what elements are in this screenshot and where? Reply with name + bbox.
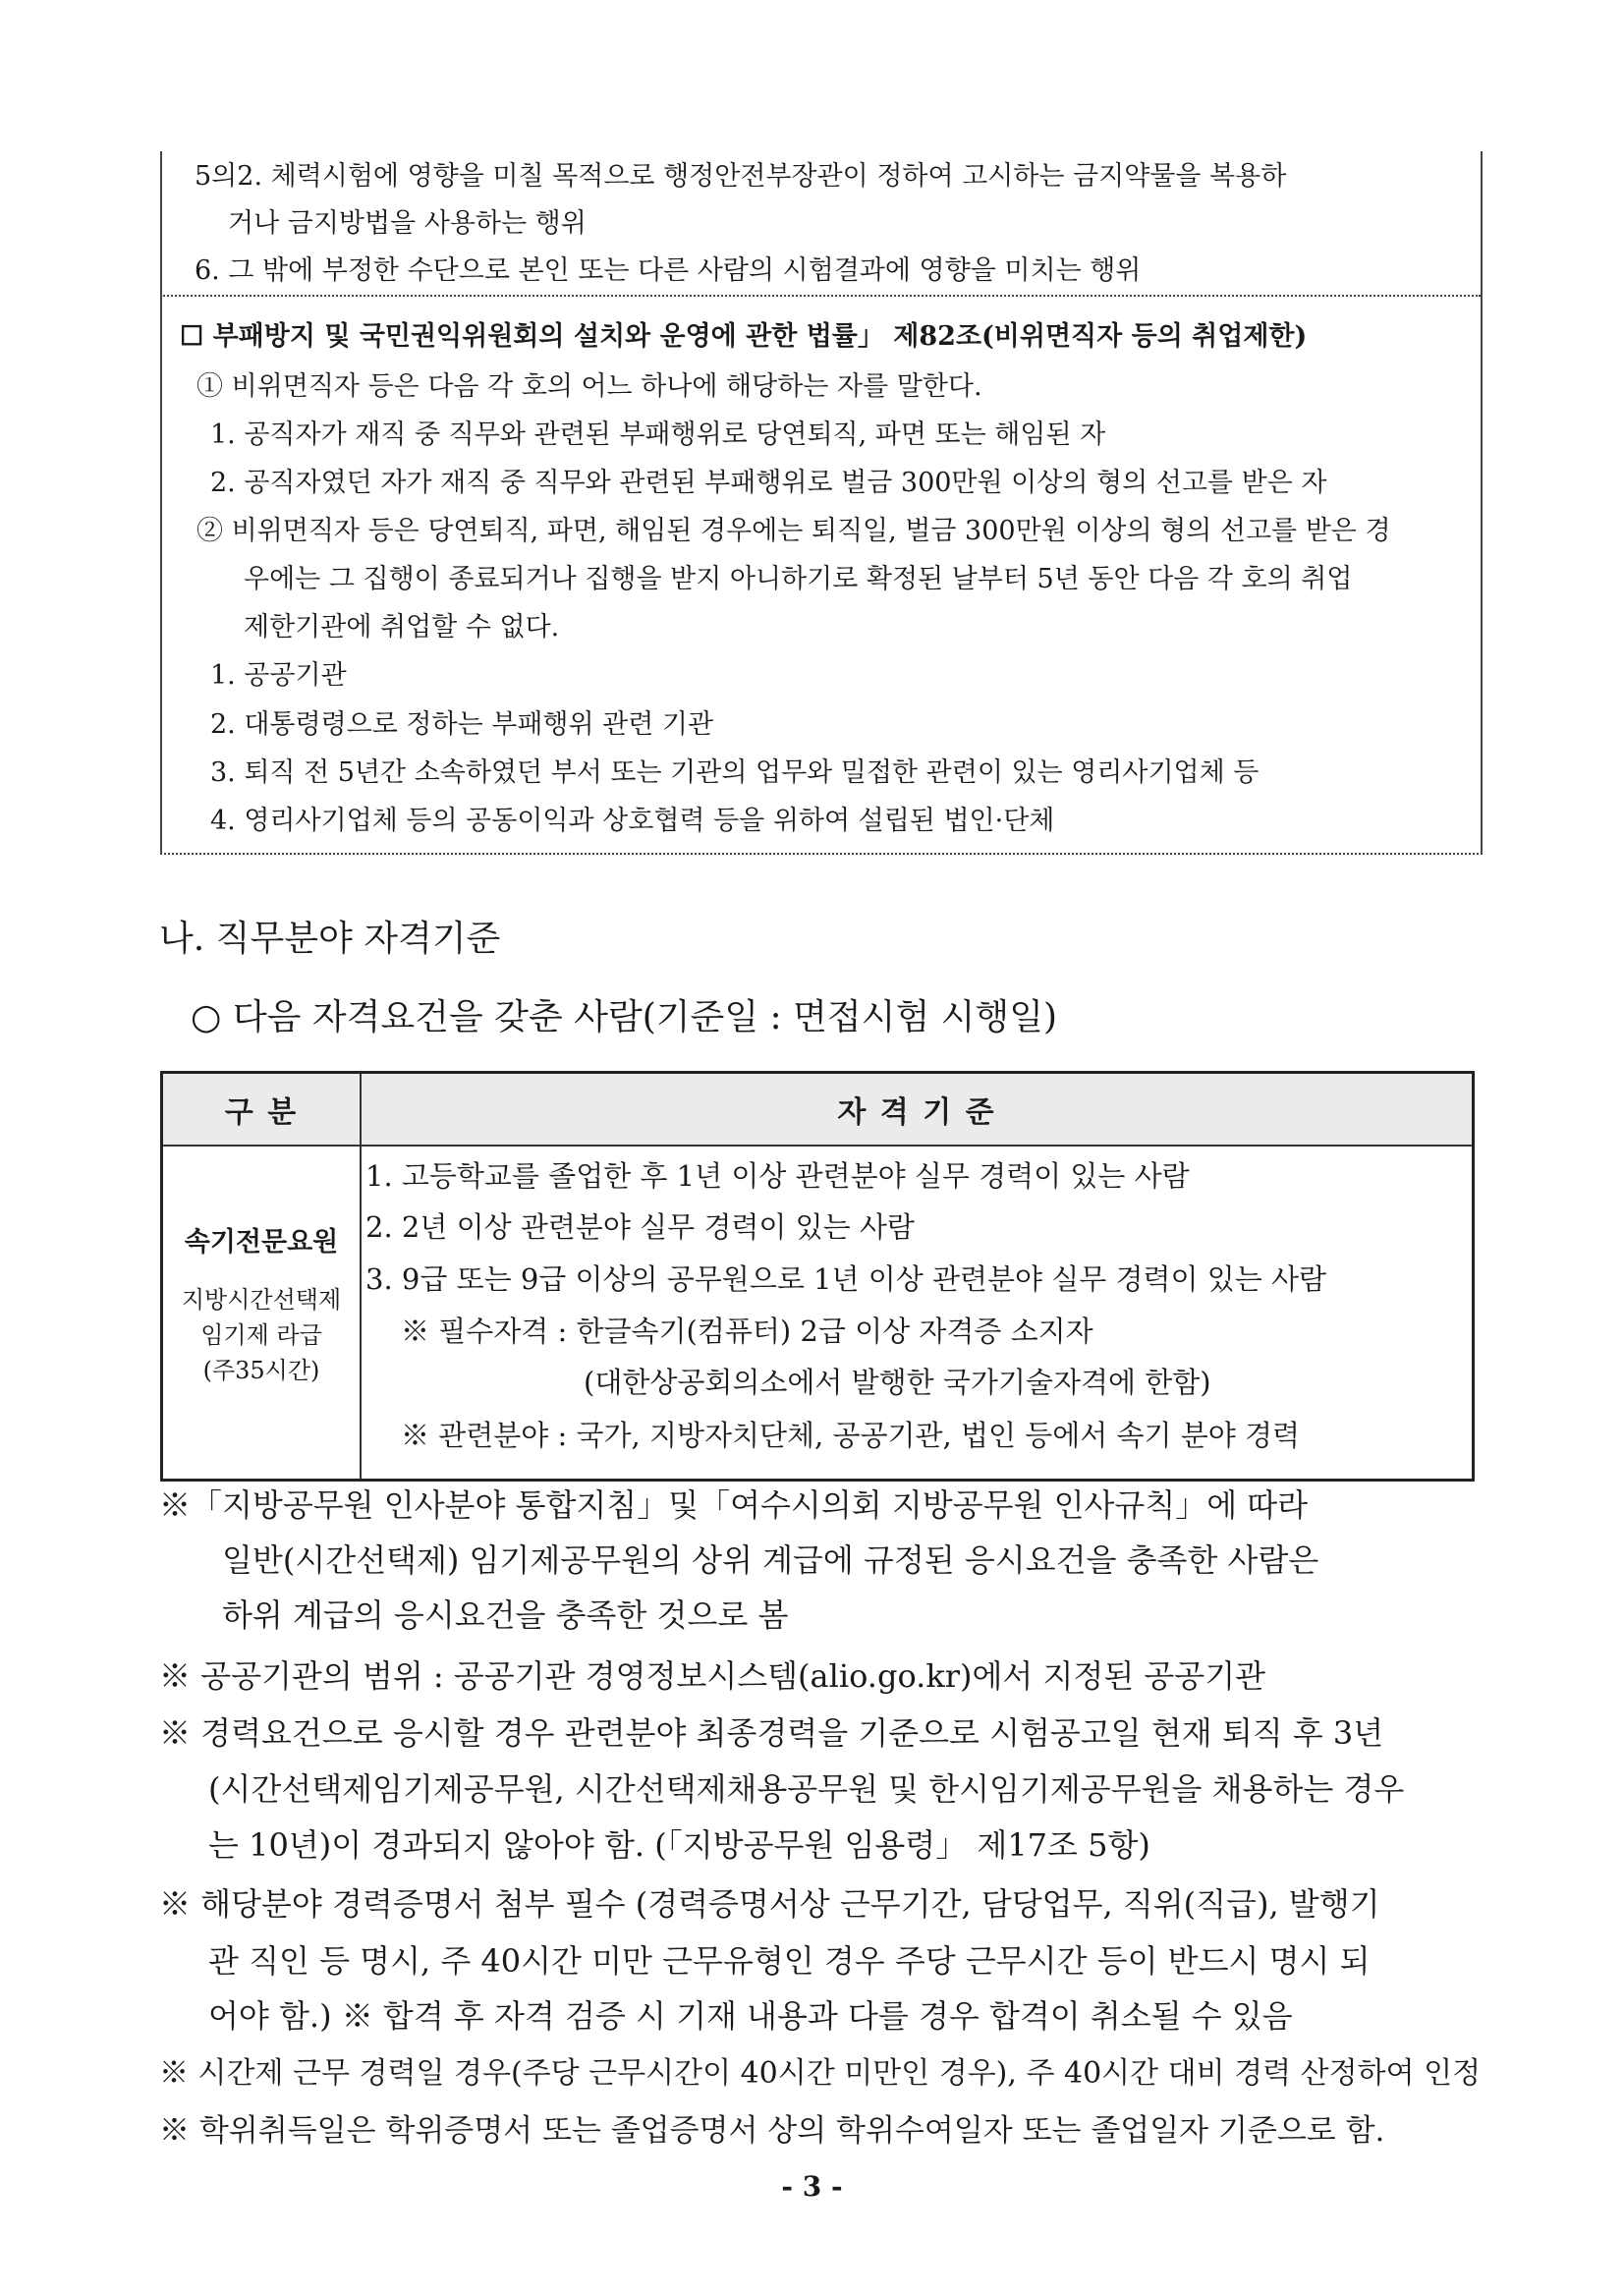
role-desc-line3: (주35시간) (202, 1357, 320, 1384)
law-para2-item1: 1. 공공기관 (210, 660, 347, 691)
law-para1: ① 비위면직자 등은 다음 각 호의 어느 하나에 해당하는 자를 말한다. (196, 371, 982, 402)
table-header-criteria: 자 격 기 준 (361, 1073, 1474, 1147)
law-section-title: ☐ 부패방지 및 국민권익위원회의 설치와 운영에 관한 법률」 제82조(비위면직자 등의 취업제한) (180, 321, 1308, 352)
requirement-2: 2. 2년 이상 관련분야 실무 경력이 있는 사람 (365, 1210, 915, 1244)
qualification-table (160, 1071, 1475, 1482)
law-para2-item3: 3. 퇴직 전 5년간 소속하였던 부서 또는 기관의 업무와 밀접한 관련이 있는 영리사기업체 등 (210, 757, 1260, 788)
note-4-line2: 관 직인 등 명시, 주 40시간 미만 근무유형인 경우 주당 근무시간 등이 반드시 명시 되 (208, 1942, 1371, 1980)
law-box-separator (160, 295, 1481, 297)
role-name: 속기전문요원 (184, 1227, 339, 1258)
role-desc-line1: 지방시간선택제 (181, 1286, 342, 1314)
requirement-1: 1. 고등학교를 졸업한 후 1년 이상 관련분야 실무 경력이 있는 사람 (365, 1159, 1190, 1193)
law-item-6: 6. 그 밖에 부정한 수단으로 본인 또는 다른 사람의 시험결과에 영향을 미치는 행위 (195, 255, 1142, 286)
law-para2-line1: ② 비위면직자 등은 당연퇴직, 파면, 해임된 경우에는 퇴직일, 벌금 300만원 이상의 형의 선고를 받은 경 (196, 516, 1391, 546)
note-1-line3: 하위 계급의 응시요건을 충족한 것으로 봄 (222, 1596, 789, 1634)
role-cell (162, 1146, 362, 1481)
note-required-qualification: ※ 필수자격 : 한글속기(컴퓨터) 2급 이상 자격증 소지자 (401, 1315, 1093, 1348)
requirement-3: 3. 9급 또는 9급 이상의 공무원으로 1년 이상 관련분야 실무 경력이 있는 사람 (365, 1262, 1327, 1296)
note-3-line1: ※ 경력요건으로 응시할 경우 관련분야 최종경력을 기준으로 시험공고일 현재 퇴직 후 3년 (159, 1714, 1384, 1752)
note-required-qualification-2: (대한상공회의소에서 발행한 국가기술자격에 한함) (584, 1366, 1211, 1399)
law-para1-item1: 1. 공직자가 재직 중 직무와 관련된 부패행위로 당연퇴직, 파면 또는 해임된 자 (210, 420, 1106, 450)
law-para2-line3: 제한기관에 취업할 수 없다. (244, 612, 560, 643)
note-2: ※ 공공기관의 범위 : 공공기관 경영정보시스템(alio.go.kr)에서 지정된 공공기관 (159, 1657, 1266, 1695)
note-4-line1: ※ 해당분야 경력증명서 첨부 필수 (경력증명서상 근무기간, 담당업무, 직위(직급), 발행기 (159, 1885, 1380, 1923)
table-header-category: 구 분 (162, 1073, 362, 1147)
note-6: ※ 학위취득일은 학위증명서 또는 졸업증명서 상의 학위수여일자 또는 졸업일자 기준으로 함. (159, 2113, 1385, 2149)
note-1-line2: 일반(시간선택제) 임기제공무원의 상위 계급에 규정된 응시요건을 충족한 사람은 (222, 1541, 1319, 1579)
law-item-5-2-line1: 5의2. 체력시험에 영향을 미칠 목적으로 행정안전부장관이 정하여 고시하는 금지약물을 복용하 (195, 161, 1287, 192)
law-para1-item2: 2. 공직자였던 자가 재직 중 직무와 관련된 부패행위로 벌금 300만원 이상의 형의 선고를 받은 자 (210, 468, 1327, 498)
law-para2-item2: 2. 대통령령으로 정하는 부패행위 관련 기관 (210, 709, 714, 740)
page-number: - 3 - (781, 2170, 843, 2203)
law-para2-item4: 4. 영리사기업체 등의 공동이익과 상호협력 등을 위하여 설립된 법인·단체 (210, 806, 1055, 836)
note-5: ※ 시간제 근무 경력일 경우(주당 근무시간이 40시간 미만인 경우), 주 40시간 대비 경력 산정하여 인정 (159, 2056, 1482, 2091)
law-para2-line2: 우에는 그 집행이 종료되거나 집행을 받지 아니하기로 확정된 날부터 5년 동안 다음 각 호의 취업 (244, 564, 1353, 594)
law-item-5-2-line2: 거나 금지방법을 사용하는 행위 (228, 208, 587, 239)
note-1-line1: ※「지방공무원 인사분야 통합지침」및「여수시의회 지방공무원 인사규칙」에 따라 (159, 1486, 1309, 1524)
role-desc-line2: 임기제 라급 (200, 1321, 322, 1349)
criteria-cell (361, 1146, 1474, 1481)
section-heading: 나. 직무분야 자격기준 (159, 919, 501, 959)
note-related-field: ※ 관련분야 : 국가, 지방자치단체, 공공기관, 법인 등에서 속기 분야 경력 (401, 1419, 1300, 1452)
note-4-line3: 어야 함.) ※ 합격 후 자격 검증 시 기재 내용과 다를 경우 합격이 취소될 수 있음 (208, 1997, 1293, 2035)
note-3-line3: 는 10년)이 경과되지 않아야 함. (「지방공무원 임용령」 제17조 5항) (208, 1826, 1150, 1864)
note-3-line2: (시간선택제임기제공무원, 시간선택제채용공무원 및 한시임기제공무원을 채용하는 경우 (208, 1770, 1405, 1808)
sub-heading: ○ 다음 자격요건을 갖춘 사람(기준일 : 면접시험 시행일) (191, 997, 1058, 1037)
